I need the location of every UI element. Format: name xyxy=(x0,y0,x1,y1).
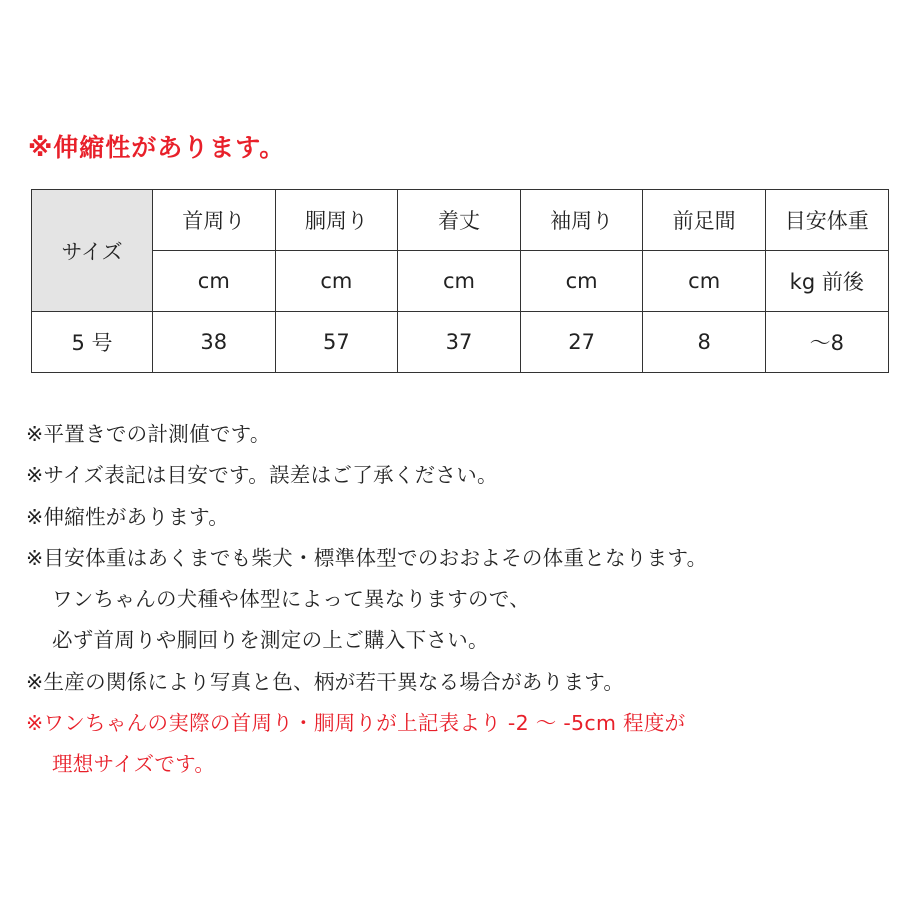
note-weight-guide-cont: ワンちゃんの犬種や体型によって異なりますので、 xyxy=(52,587,530,612)
size-name-cell: 5 号 xyxy=(32,312,153,373)
value-cell: 37 xyxy=(398,312,521,373)
note-color-variance: ※生産の関係により写真と色、柄が若干異なる場合があります。 xyxy=(26,669,625,694)
size-label-cell: サイズ xyxy=(32,190,153,312)
size-table xyxy=(31,189,889,373)
value-cell: 38 xyxy=(153,312,276,373)
value-cell: 27 xyxy=(520,312,643,373)
unit-cell: cm xyxy=(643,251,766,312)
unit-cell: cm xyxy=(520,251,643,312)
column-header-sleeve: 袖周り xyxy=(520,190,643,251)
unit-cell: cm xyxy=(153,251,276,312)
column-header-weight: 目安体重 xyxy=(765,190,888,251)
note-stretch: ※伸縮性があります。 xyxy=(26,504,230,529)
value-cell: 8 xyxy=(643,312,766,373)
note-ideal-size: ※ワンちゃんの実際の首周り・胴周りが上記表より -2 ～ -5cm 程度が xyxy=(26,711,686,736)
value-cell: 57 xyxy=(275,312,398,373)
note-measure-before-buy: 必ず首周りや胴回りを測定の上ご購入下さい。 xyxy=(52,628,489,653)
note-size-guide: ※サイズ表記は目安です。誤差はご了承ください。 xyxy=(26,463,498,488)
unit-cell: cm xyxy=(398,251,521,312)
table-row xyxy=(32,312,889,373)
size-table-header-row xyxy=(32,190,889,251)
note-flat-measurement: ※平置きでの計測値です。 xyxy=(26,422,271,446)
notes-list xyxy=(26,414,910,786)
value-cell: ～8 xyxy=(765,312,888,373)
unit-cell: cm xyxy=(275,251,398,312)
column-header-neck: 首周り xyxy=(153,190,276,251)
note-ideal-size-cont: 理想サイズです。 xyxy=(52,752,216,777)
size-table-unit-row xyxy=(32,251,889,312)
unit-cell: kg 前後 xyxy=(765,251,888,312)
column-header-length: 着丈 xyxy=(398,190,521,251)
column-header-front-legs: 前足間 xyxy=(643,190,766,251)
column-header-chest: 胴周り xyxy=(275,190,398,251)
stretch-notice-heading: ※伸縮性があります。 xyxy=(28,133,286,162)
note-weight-guide: ※目安体重はあくまでも柴犬・標準体型でのおおよその体重となります。 xyxy=(26,545,708,570)
